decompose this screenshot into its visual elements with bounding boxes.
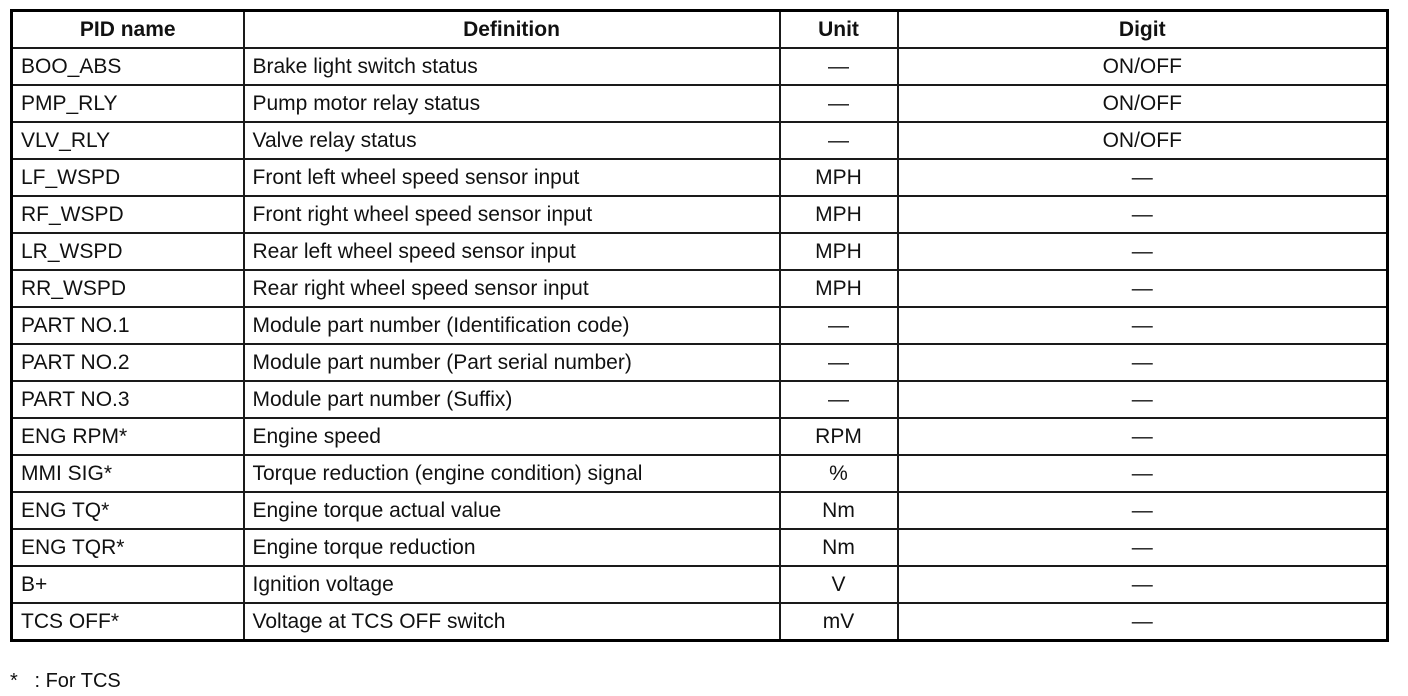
unit-cell: Nm [780, 492, 898, 529]
digit-cell: ON/OFF [898, 48, 1388, 85]
pid-name-cell: PART NO.3 [12, 381, 244, 418]
table-row [12, 48, 1388, 85]
digit-cell: — [898, 455, 1388, 492]
unit-cell: — [780, 122, 898, 159]
digit-cell: — [898, 159, 1388, 196]
pid-name-cell: PMP_RLY [12, 85, 244, 122]
definition-cell: Valve relay status [244, 122, 780, 159]
table-row [12, 122, 1388, 159]
table-row [12, 492, 1388, 529]
definition-cell: Module part number (Suffix) [244, 381, 780, 418]
pid-name-cell: VLV_RLY [12, 122, 244, 159]
table-row [12, 85, 1388, 122]
header-unit: Unit [780, 11, 898, 49]
digit-cell: — [898, 418, 1388, 455]
digit-cell: — [898, 307, 1388, 344]
digit-cell: ON/OFF [898, 85, 1388, 122]
pid-table [10, 9, 1389, 642]
definition-cell: Module part number (Identification code) [244, 307, 780, 344]
pid-name-cell: LF_WSPD [12, 159, 244, 196]
definition-cell: Torque reduction (engine condition) signal [244, 455, 780, 492]
pid-name-cell: ENG TQ* [12, 492, 244, 529]
unit-cell: — [780, 381, 898, 418]
table-row [12, 455, 1388, 492]
table-row [12, 529, 1388, 566]
header-definition: Definition [244, 11, 780, 49]
definition-cell: Engine speed [244, 418, 780, 455]
table-row [12, 307, 1388, 344]
pid-name-cell: RR_WSPD [12, 270, 244, 307]
pid-name-cell: B+ [12, 566, 244, 603]
unit-cell: MPH [780, 270, 898, 307]
pid-name-cell: ENG TQR* [12, 529, 244, 566]
definition-cell: Front right wheel speed sensor input [244, 196, 780, 233]
table-header-row [12, 11, 1388, 49]
definition-cell: Voltage at TCS OFF switch [244, 603, 780, 641]
definition-cell: Ignition voltage [244, 566, 780, 603]
unit-cell: — [780, 344, 898, 381]
unit-cell: — [780, 307, 898, 344]
definition-cell: Module part number (Part serial number) [244, 344, 780, 381]
table-row [12, 159, 1388, 196]
unit-cell: RPM [780, 418, 898, 455]
table-row [12, 381, 1388, 418]
table-row [12, 270, 1388, 307]
header-pid-name: PID name [12, 11, 244, 49]
table-row [12, 418, 1388, 455]
table-row [12, 603, 1388, 641]
footnote: * : For TCS [10, 670, 121, 692]
unit-cell: MPH [780, 196, 898, 233]
digit-cell: — [898, 344, 1388, 381]
definition-cell: Brake light switch status [244, 48, 780, 85]
pid-name-cell: MMI SIG* [12, 455, 244, 492]
definition-cell: Front left wheel speed sensor input [244, 159, 780, 196]
definition-cell: Rear right wheel speed sensor input [244, 270, 780, 307]
digit-cell: ON/OFF [898, 122, 1388, 159]
definition-cell: Engine torque reduction [244, 529, 780, 566]
digit-cell: — [898, 529, 1388, 566]
definition-cell: Engine torque actual value [244, 492, 780, 529]
digit-cell: — [898, 233, 1388, 270]
table-row [12, 344, 1388, 381]
pid-name-cell: PART NO.1 [12, 307, 244, 344]
pid-name-cell: ENG RPM* [12, 418, 244, 455]
unit-cell: V [780, 566, 898, 603]
pid-name-cell: TCS OFF* [12, 603, 244, 641]
header-digit: Digit [898, 11, 1388, 49]
unit-cell: — [780, 85, 898, 122]
table-body [12, 48, 1388, 641]
digit-cell: — [898, 492, 1388, 529]
unit-cell: MPH [780, 159, 898, 196]
unit-cell: MPH [780, 233, 898, 270]
definition-cell: Pump motor relay status [244, 85, 780, 122]
pid-name-cell: PART NO.2 [12, 344, 244, 381]
table-row [12, 233, 1388, 270]
pid-name-cell: RF_WSPD [12, 196, 244, 233]
table-row [12, 566, 1388, 603]
pid-name-cell: BOO_ABS [12, 48, 244, 85]
definition-cell: Rear left wheel speed sensor input [244, 233, 780, 270]
unit-cell: mV [780, 603, 898, 641]
digit-cell: — [898, 270, 1388, 307]
pid-name-cell: LR_WSPD [12, 233, 244, 270]
digit-cell: — [898, 196, 1388, 233]
pid-table-container [10, 9, 1386, 642]
unit-cell: — [780, 48, 898, 85]
unit-cell: Nm [780, 529, 898, 566]
digit-cell: — [898, 566, 1388, 603]
digit-cell: — [898, 381, 1388, 418]
digit-cell: — [898, 603, 1388, 641]
unit-cell: % [780, 455, 898, 492]
table-row [12, 196, 1388, 233]
